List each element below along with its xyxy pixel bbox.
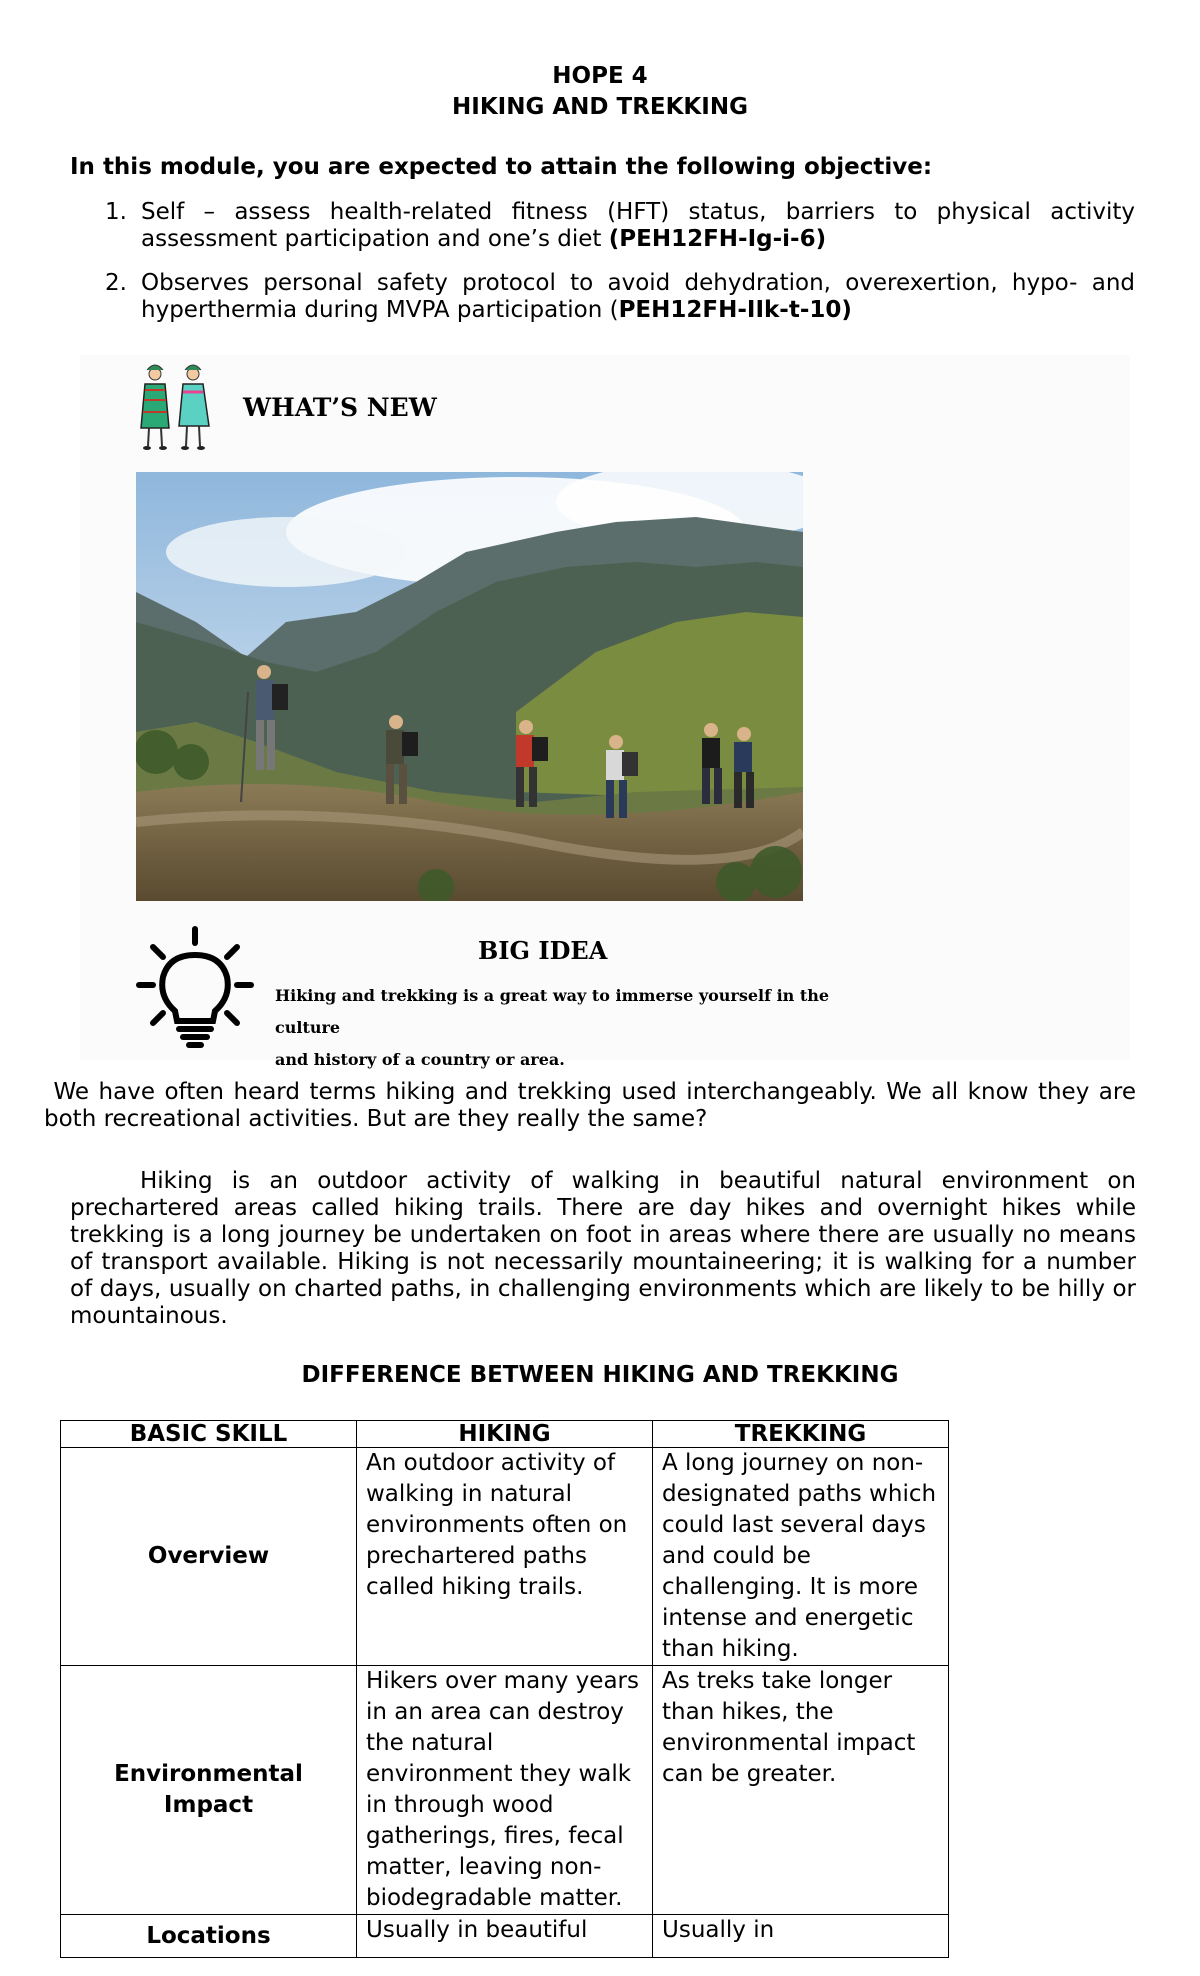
table-title: DIFFERENCE BETWEEN HIKING AND TREKKING: [301, 1362, 899, 1388]
skill-cell: Locations: [61, 1915, 357, 1958]
intro-paragraph: [44, 1079, 1136, 1133]
column-header: HIKING: [357, 1421, 653, 1448]
intro-text: We have often heard terms hiking and trekking used interchangeably. We all know they are both recreational activities. But are they really the same?: [44, 1079, 1137, 1132]
objective-item: [105, 270, 1135, 324]
document-title: HOPE 4: [552, 63, 648, 89]
column-header: TREKKING: [653, 1421, 949, 1448]
trekking-cell: As treks take longer than hikes, the environmental impact can be greater.: [653, 1666, 949, 1915]
comparison-table: [60, 1420, 949, 1958]
women-clipart-icon: [135, 360, 215, 455]
column-header: BASIC SKILL: [61, 1421, 357, 1448]
objective-number: 2.: [105, 270, 127, 296]
trekking-cell: A long journey on non-designated paths which could last several days and could be challenging. It is more intense and energetic than hiking.: [653, 1448, 949, 1666]
skill-cell: Environmental Impact: [61, 1666, 357, 1915]
skill-cell: Overview: [61, 1448, 357, 1666]
objective-item: [105, 199, 1135, 253]
objectives-heading: In this module, you are expected to attain the following objective:: [70, 154, 933, 180]
table-row: [61, 1666, 949, 1915]
lightbulb-icon: [135, 925, 255, 1050]
big-idea-heading: BIG IDEA: [478, 936, 608, 965]
hiking-cell: An outdoor activity of walking in natural environments often on prechartered paths called hiking trails.: [357, 1448, 653, 1666]
hikers-mountain-photo: [136, 472, 803, 901]
table-row: [61, 1448, 949, 1666]
big-idea-line: and history of a country or area.: [275, 1050, 565, 1069]
objective-text: Self – assess health-related fitness (HFT) status, barriers to physical activity assessment participation and one’s diet: [141, 199, 1135, 252]
trekking-cell: Usually in: [653, 1915, 949, 1958]
hiking-cell: Usually in beautiful: [357, 1915, 653, 1958]
whats-new-heading: WHAT’S NEW: [243, 393, 437, 422]
table-row: [61, 1915, 949, 1958]
table-header-row: [61, 1421, 949, 1448]
objective-text: Observes personal safety protocol to avoid dehydration, overexertion, hypo- and hyperthermia during MVPA participation (: [141, 270, 1135, 323]
body-paragraph: [70, 1168, 1136, 1330]
big-idea-line: Hiking and trekking is a great way to immerse yourself in the culture: [275, 986, 830, 1037]
hiking-cell: Hikers over many years in an area can destroy the natural environment they walk in through wood gatherings, fires, fecal matter, leaving non-biodegradable matter.: [357, 1666, 653, 1915]
big-idea-text: [275, 980, 835, 1076]
document-subtitle: HIKING AND TREKKING: [452, 94, 748, 120]
objective-code: (PEH12FH-Ig-i-6): [608, 226, 827, 252]
body-text: Hiking is an outdoor activity of walking in beautiful natural environment on prechartered areas called hiking trails. There are day hikes and overnight hikes while trekking is a long journey be undertaken on foot in areas where there are usually no means of transport available. Hiking is not necessarily mountaineering; it is walking for a number of days, usually on charted paths, in challenging environments which are likely to be hilly or mountainous.: [70, 1168, 1136, 1329]
objective-code: PEH12FH-IIk-t-10): [618, 297, 852, 323]
objective-number: 1.: [105, 199, 127, 225]
